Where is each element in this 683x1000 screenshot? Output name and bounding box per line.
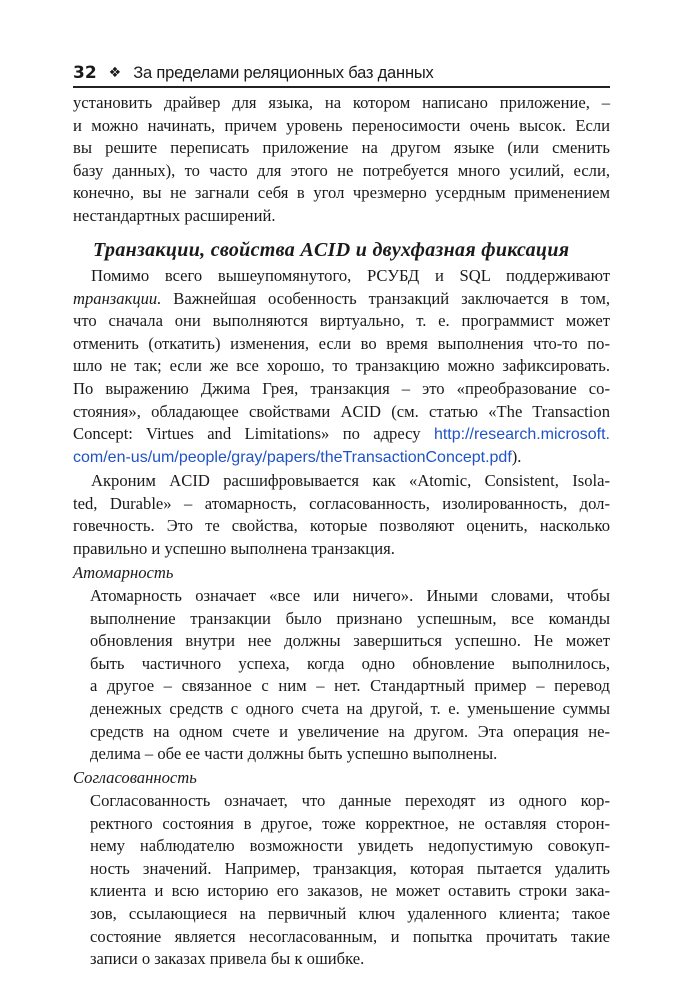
text-line <box>73 160 610 183</box>
text-segment: базу данных), то часто для этого не потребуется много усилий, если, <box>73 160 610 180</box>
text-line <box>73 205 610 228</box>
text-segment: говечность. Это те свойства, которые позволяют оценить, насколько <box>73 516 610 536</box>
chapter-title: За пределами реляционных баз данных <box>133 63 434 82</box>
text-line <box>90 790 610 813</box>
text-line <box>90 903 610 926</box>
text-line <box>90 926 610 949</box>
consistency-definition <box>90 790 610 971</box>
text-segment: обновления внутри нее должны завершиться успешно. Не может <box>90 631 610 651</box>
text-segment: вы решите переписать приложение на другом языке (или сменить <box>73 138 610 158</box>
text-line <box>90 948 610 971</box>
text-segment: состояние является несогласованным, и попытка прочитать такие <box>90 926 610 946</box>
intro-paragraph <box>73 92 610 228</box>
text-line <box>90 585 610 608</box>
text-segment: стояния», обладающее свойствами ACID (см. статью «The Transaction <box>73 401 610 421</box>
text-line <box>73 493 610 516</box>
text-segment: По выражению Джима Грея, транзакция – это «преобразование со- <box>73 378 610 398</box>
text-line <box>73 182 610 205</box>
text-line <box>73 423 610 446</box>
text-line <box>90 698 610 721</box>
text-segment: установить драйвер для языка, на котором написано приложение, – <box>73 93 610 112</box>
text-segment: ). <box>511 446 522 466</box>
text-line <box>73 288 610 311</box>
text-line <box>90 653 610 676</box>
text-line <box>73 92 610 115</box>
text-line <box>90 675 610 698</box>
text-segment: средств на одном счете и увеличение на другом. Эта операция не- <box>90 721 610 741</box>
text-segment: правильно и успешно выполнена транзакция. <box>73 538 395 558</box>
emphasized-term: транзакции. <box>73 288 162 308</box>
term-consistency: Согласованность <box>73 768 197 787</box>
text-segment: ность значений. Например, транзакция, которая пытается удалить <box>90 858 610 878</box>
section-heading: Транзакции, свойства ACID и двухфазная фиксация <box>93 239 570 261</box>
text-segment: быть частичного успеха, когда одно обновление выполнилось, <box>90 653 610 673</box>
text-segment: Атомарность означает «все или ничего». Иными словами, чтобы <box>90 586 610 605</box>
text-segment: и можно начинать, причем уровень переносимости очень высок. Если <box>73 115 610 135</box>
text-line <box>90 721 610 744</box>
text-segment: нестандартных расширений. <box>73 205 276 225</box>
text-line <box>90 630 610 653</box>
text-line <box>73 378 610 401</box>
text-line <box>73 333 610 356</box>
text-line <box>90 835 610 858</box>
url-link[interactable]: http://research.microsoft. <box>433 426 610 444</box>
text-line <box>73 446 610 469</box>
text-segment: конечно, вы не загнали себя в угол чрезмерно усердным применением <box>73 183 610 203</box>
text-line <box>90 743 610 766</box>
transactions-paragraph <box>73 265 610 468</box>
text-line <box>90 813 610 836</box>
text-line <box>73 470 610 493</box>
text-segment: шло не так; если же все хорошо, то транзакцию можно зафиксировать. <box>73 356 610 376</box>
text-line <box>73 265 610 288</box>
text-line <box>73 355 610 378</box>
text-segment: зов, ссылающиеся на первичный ключ удаленного клиента; такое <box>90 903 610 923</box>
text-line <box>73 515 610 538</box>
atomicity-definition <box>90 585 610 766</box>
term-atomicity: Атомарность <box>73 563 174 582</box>
text-segment: Помимо всего вышеупомянутого, РСУБД и SQL поддерживают <box>91 266 610 285</box>
text-line <box>73 538 610 561</box>
text-line <box>73 310 610 333</box>
running-header <box>73 60 610 88</box>
text-line <box>73 115 610 138</box>
text-line <box>73 401 610 424</box>
text-segment: клиента и всю историю его заказов, не может оставить строки зака- <box>90 881 610 901</box>
acid-paragraph <box>73 470 610 560</box>
text-segment: что сначала они выполняются виртуально, т. е. программист может <box>73 311 610 331</box>
text-segment: делима – обе ее части должны быть успешно выполнены. <box>90 744 498 764</box>
text-segment: ted, Durable» – атомарность, согласованность, изолированность, дол- <box>73 493 610 513</box>
url-link[interactable]: com/en-us/um/people/gray/papers/theTransactionConcept.pdf <box>73 448 512 466</box>
page-number: 32 <box>73 63 97 83</box>
text-segment: отменить (откатить) изменения, если во время выполнения что-то по- <box>73 333 610 353</box>
text-segment: выполнение транзакции было признано успешным, все команды <box>90 608 610 628</box>
text-segment: денежных средств с одного счета на другой, т. е. уменьшение суммы <box>90 698 610 718</box>
text-segment: Важнейшая особенность транзакций заключается в том, <box>161 288 610 308</box>
text-segment: Согласованность означает, что данные переходят из одного кор- <box>90 791 610 810</box>
text-segment: ректного состояния в другое, тоже корректное, не оставляя сторон- <box>90 813 610 833</box>
text-line <box>90 608 610 631</box>
text-line <box>90 880 610 903</box>
text-line <box>73 137 610 160</box>
text-segment: нему наблюдателю возможности увидеть недопустимую совокуп- <box>90 836 610 856</box>
text-line <box>90 858 610 881</box>
text-segment: Акроним ACID расшифровывается как «Atomic, Consistent, Isola- <box>91 471 610 490</box>
text-segment: записи о заказах привела бы к ошибке. <box>90 949 365 969</box>
text-segment: а другое – связанное с ним – нет. Стандартный пример – перевод <box>90 676 610 696</box>
text-segment: Concept: Virtues and Limitations» по адресу <box>73 424 434 444</box>
ornament-icon: ❖ <box>108 65 122 81</box>
